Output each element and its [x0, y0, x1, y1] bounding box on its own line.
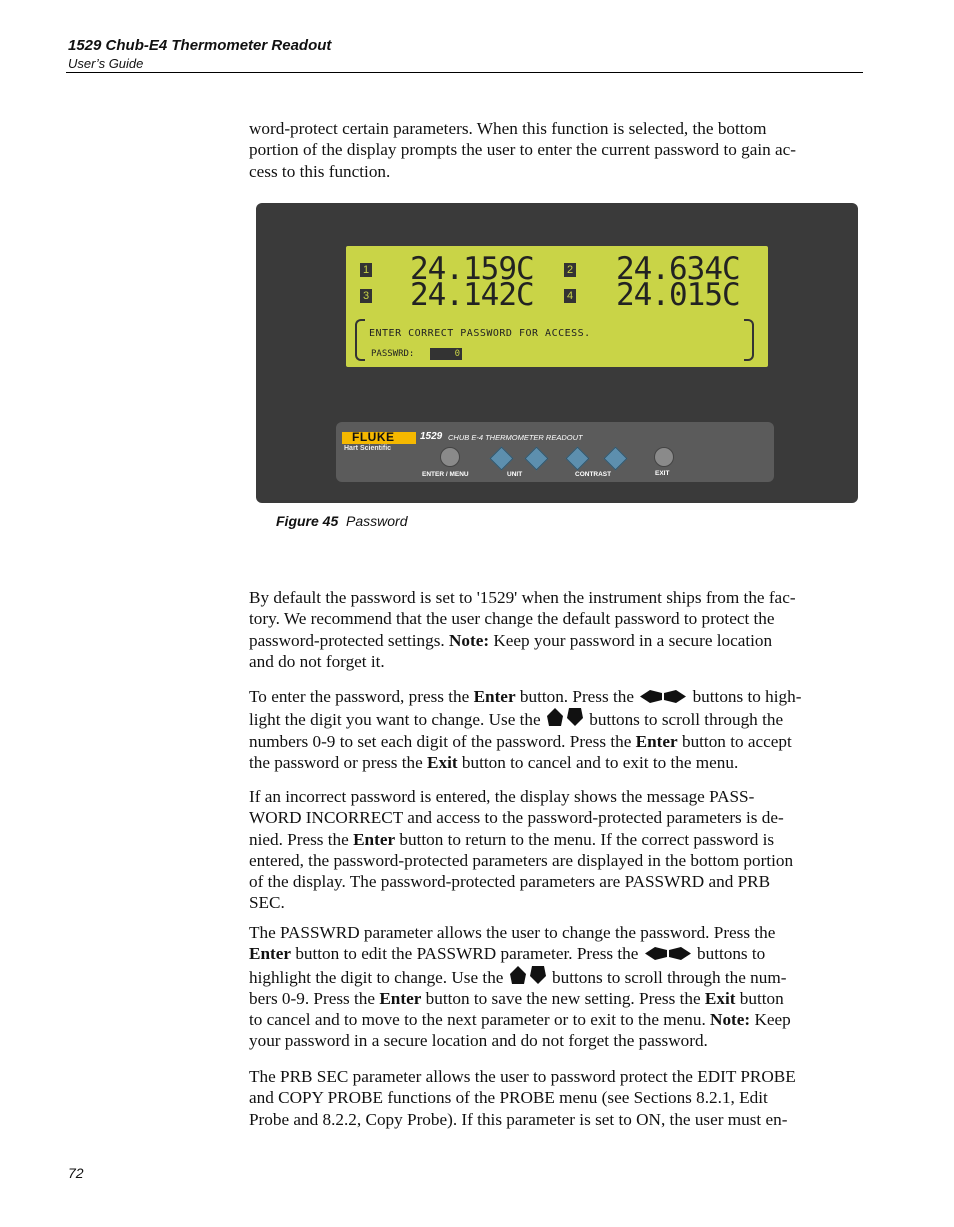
model-number: 1529 [420, 431, 443, 442]
enter-menu-label: ENTER / MENU [422, 471, 469, 478]
right-bracket [744, 319, 754, 361]
brand-logo: FLUKE [352, 430, 395, 444]
paragraph-enter-password: To enter the password, press the Enter button. Press the buttons to high- light the digit you want to change. Use the buttons to scroll through the numbers 0-9 to set each digit of the password. Press the Enter button to accept the password or press the Exit button to cancel and to exit to the menu. [249, 687, 802, 772]
running-header-title: 1529 Chub-E4 Thermometer Readout [68, 37, 332, 54]
device-illustration [256, 203, 858, 503]
up-arrow-button [565, 446, 589, 470]
paragraph-default-password: By default the password is set to '1529' when the instrument ships from the fac- tory. We recommend that the user change the default password to protect the password-protected settings. Note: Keep your password in a secure location and do not forget it. [249, 588, 796, 671]
paragraph-incorrect-password: If an incorrect password is entered, the display shows the message PASS- WORD INCORRECT and access to the password-protected parameters is de- nied. Press the Enter button to return to the menu. If the correct password is entered, the password-protected parameters are displayed in the bottom portion of the display. The password-protected parameters are PASSWRD and PRB SEC. [249, 787, 794, 913]
channel-1-reading: 24.159C [410, 251, 534, 287]
figure-caption [276, 513, 408, 529]
intro-paragraph: word-protect certain parameters. When this function is selected, the bottom portion of the display prompts the user to enter the current password to gain ac- cess to this function. [249, 119, 796, 181]
lcd-message: ENTER CORRECT PASSWORD FOR ACCESS. [369, 328, 591, 339]
channel-3-reading: 24.142C [410, 277, 534, 313]
password-label: PASSWRD: [371, 349, 415, 359]
running-header-subtitle: User’s Guide [68, 56, 144, 71]
left-right-arrows-icon [643, 946, 693, 961]
header-rule [66, 72, 863, 73]
channel-4-indicator: 4 [564, 289, 576, 303]
figure-title: Password [346, 513, 408, 529]
figure-label: Figure 45 [276, 513, 339, 529]
enter-menu-button [440, 447, 460, 467]
right-arrow-button [524, 446, 548, 470]
exit-label: EXIT [655, 470, 670, 477]
channel-2-reading: 24.634C [616, 251, 740, 287]
lcd-display [346, 246, 768, 367]
contrast-label: CONTRAST [575, 471, 612, 478]
page-number: 72 [68, 1165, 84, 1181]
channel-2-indicator: 2 [564, 263, 576, 277]
paragraph-passwrd-parameter: The PASSWRD parameter allows the user to change the password. Press the Enter button to edit the PASSWRD parameter. Press the buttons to highlight the digit to change. Use the buttons to scroll through the num- bers 0-9. Press the Enter button to save the new setting. Press the Exit button to cancel and to move to the next parameter or to exit to the menu. Note: Keep your password in a secure location and do not forget the password. [249, 923, 791, 1051]
down-arrow-button [603, 446, 627, 470]
channel-3-indicator: 3 [360, 289, 372, 303]
brand-sub: Hart Scientific [344, 445, 392, 452]
password-field: 0 [430, 348, 462, 360]
paragraph-prb-sec: The PRB SEC parameter allows the user to password protect the EDIT PROBE and COPY PROBE functions of the PROBE menu (see Sections 8.2.1, Edit Probe and 8.2.2, Copy Probe). If this parameter is set to ON, the user must en- [249, 1067, 796, 1129]
exit-button [654, 447, 674, 467]
channel-4-reading: 24.015C [616, 277, 740, 313]
up-down-arrows-icon [545, 707, 585, 727]
model-description: CHUB E-4 THERMOMETER READOUT [448, 433, 583, 442]
front-panel [336, 422, 774, 482]
left-arrow-button [489, 446, 513, 470]
channel-1-indicator: 1 [360, 263, 372, 277]
left-bracket [355, 319, 365, 361]
left-right-arrows-icon [638, 689, 688, 704]
unit-label: UNIT [507, 471, 523, 478]
up-down-arrows-icon [508, 965, 548, 985]
